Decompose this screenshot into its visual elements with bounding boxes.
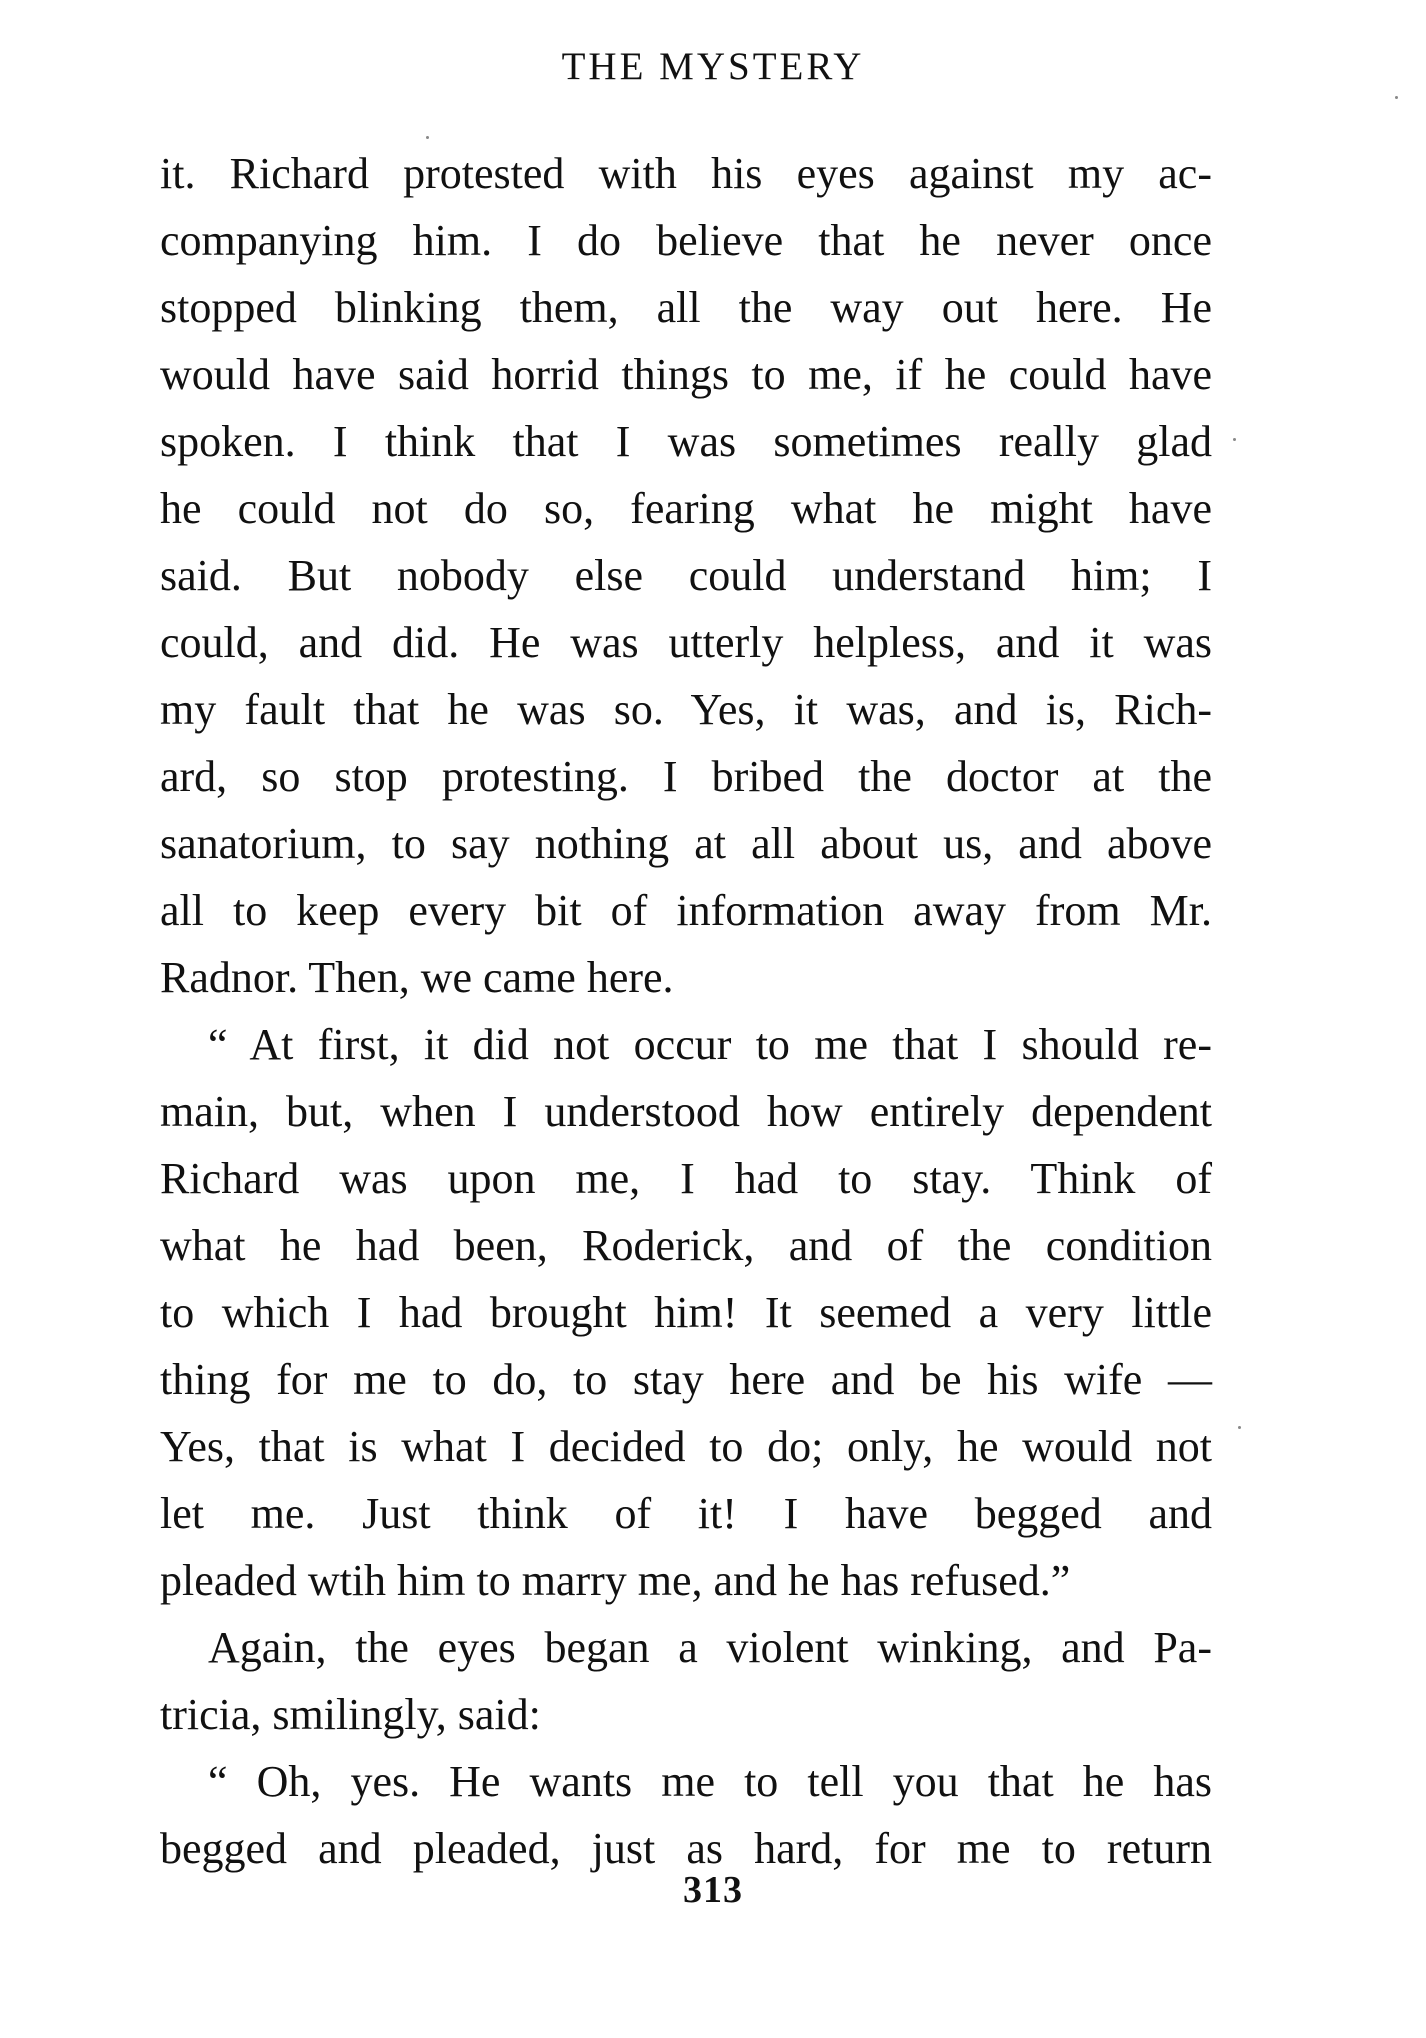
text-line: Again, the eyes began a violent winking, and Pa- <box>208 1623 1212 1672</box>
text-line: Yes, that is what I decided to do; only, he would not <box>160 1422 1212 1471</box>
text-line: said. But nobody else could understand him; I <box>160 551 1212 600</box>
paper-speck <box>1238 1426 1241 1429</box>
body-text <box>160 140 1212 1882</box>
text-line: Radnor. Then, we came here. <box>160 953 674 1002</box>
text-line: let me. Just think of it! I have begged and <box>160 1489 1212 1538</box>
text-line: main, but, when I understood how entirely dependent <box>160 1087 1212 1136</box>
paper-speck <box>1395 96 1398 99</box>
page-number: 313 <box>683 1869 743 1911</box>
text-line: Richard was upon me, I had to stay. Think of <box>160 1154 1212 1203</box>
text-line: “ At first, it did not occur to me that I should re- <box>208 1020 1212 1069</box>
paper-speck <box>426 136 429 139</box>
paper-speck <box>1233 438 1236 441</box>
text-line: would have said horrid things to me, if he could have <box>160 350 1212 399</box>
text-line: it. Richard protested with his eyes against my ac- <box>160 149 1212 198</box>
text-line: tricia, smilingly, said: <box>160 1690 541 1739</box>
text-line: all to keep every bit of information away from Mr. <box>160 886 1212 935</box>
text-line: thing for me to do, to stay here and be his wife — <box>160 1355 1212 1404</box>
text-line: stopped blinking them, all the way out here. He <box>160 283 1212 332</box>
text-line: “ Oh, yes. He wants me to tell you that he has <box>208 1757 1212 1806</box>
text-line: companying him. I do believe that he never once <box>160 216 1212 265</box>
text-line: could, and did. He was utterly helpless, and it was <box>160 618 1212 667</box>
text-line: to which I had brought him! It seemed a very little <box>160 1288 1212 1337</box>
text-line: spoken. I think that I was sometimes really glad <box>160 417 1212 466</box>
text-line: sanatorium, to say nothing at all about us, and above <box>160 819 1212 868</box>
text-line: ard, so stop protesting. I bribed the doctor at the <box>160 752 1212 801</box>
text-line: what he had been, Roderick, and of the condition <box>160 1221 1212 1270</box>
text-line: pleaded wtih him to marry me, and he has refused.” <box>160 1556 1071 1605</box>
running-head-title: THE MYSTERY <box>561 45 865 88</box>
text-line: he could not do so, fearing what he might have <box>160 484 1212 533</box>
text-line: my fault that he was so. Yes, it was, and is, Rich- <box>160 685 1212 734</box>
text-line: begged and pleaded, just as hard, for me to return <box>160 1824 1212 1873</box>
